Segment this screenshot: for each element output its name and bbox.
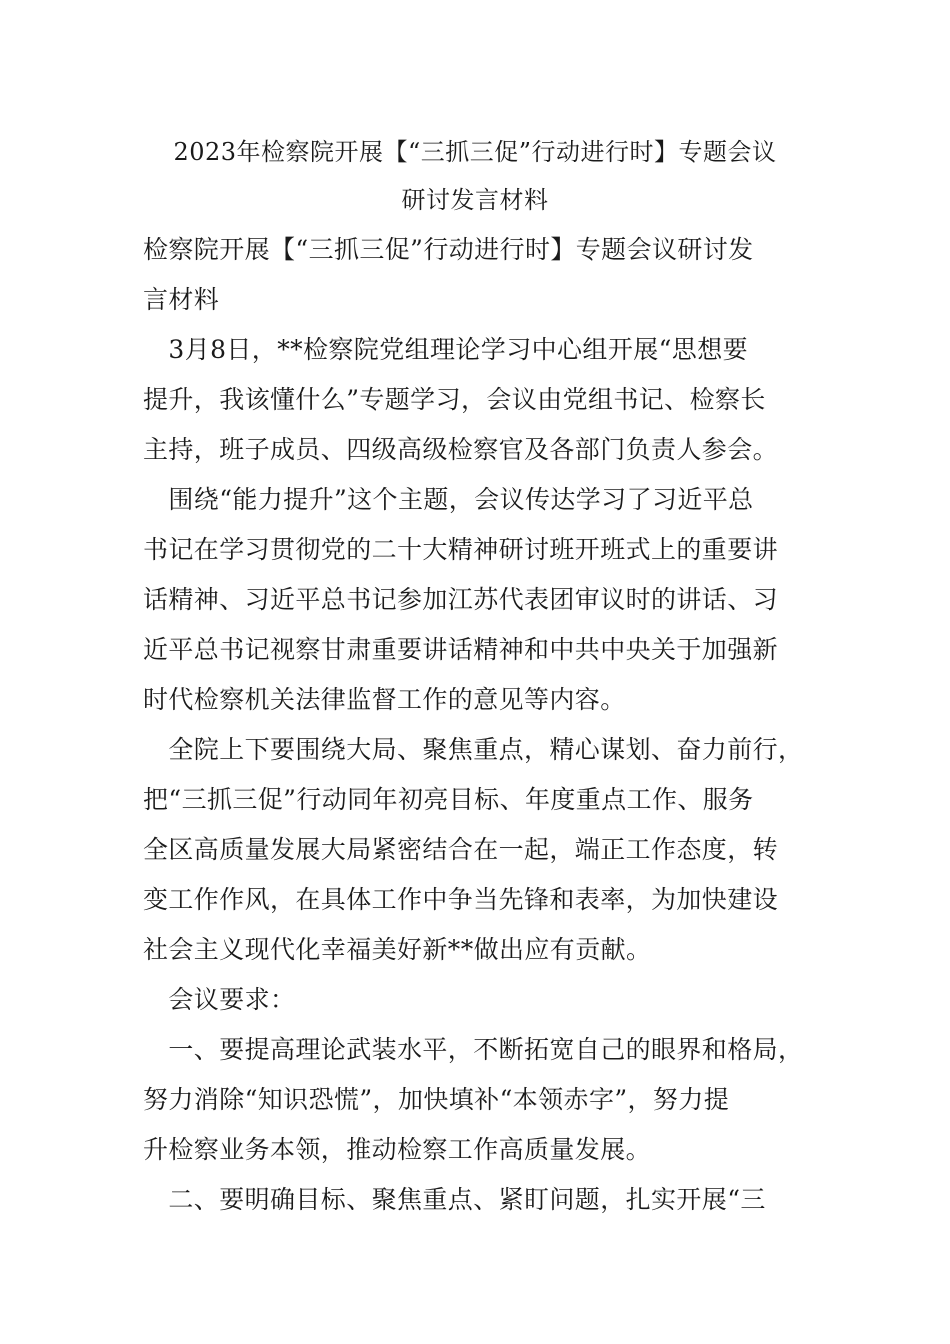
body-line: 二、要明确目标、聚焦重点、紧盯问题，扎实开展“三 (143, 1185, 766, 1214)
document-title-line-2: 研讨发言材料 (401, 186, 549, 214)
body-line: 变工作作风，在具体工作中争当先锋和表率，为加快建设 (143, 885, 779, 914)
body-line: 一、要提高理论武装水平，不断拓宽自己的眼界和格局， (143, 1035, 804, 1064)
body-line: 提升，我该懂什么”专题学习，会议由党组书记、检察长 (143, 385, 766, 414)
body-line: 3月8日，**检察院党组理论学习中心组开展“思想要 (143, 335, 748, 364)
body-line: 升检察业务本领，推动检察工作高质量发展。 (143, 1135, 652, 1164)
body-line: 时代检察机关法律监督工作的意见等内容。 (143, 685, 626, 714)
body-line: 书记在学习贯彻党的二十大精神研讨班开班式上的重要讲 (143, 535, 779, 564)
body-line: 围绕“能力提升”这个主题，会议传达学习了习近平总 (143, 485, 754, 514)
body-line: 近平总书记视察甘肃重要讲话精神和中共中央关于加强新 (143, 635, 779, 664)
body-line: 会议要求： (143, 985, 296, 1014)
body-line: 检察院开展【“三抓三促”行动进行时】专题会议研讨发 (143, 235, 754, 264)
body-line: 社会主义现代化幸福美好新**做出应有贡献。 (143, 935, 652, 964)
body-line: 努力消除“知识恐慌”，加快填补“本领赤字”，努力提 (143, 1085, 730, 1114)
document-title-line-1: 2023年检察院开展【“三抓三促”行动进行时】专题会议 (173, 138, 777, 166)
body-line: 言材料 (143, 285, 220, 314)
body-line: 话精神、习近平总书记参加江苏代表团审议时的讲话、习 (143, 585, 779, 614)
body-line: 全区高质量发展大局紧密结合在一起，端正工作态度，转 (143, 835, 779, 864)
body-line: 主持，班子成员、四级高级检察官及各部门负责人参会。 (143, 435, 779, 464)
body-line: 把“三抓三促”行动同年初亮目标、年度重点工作、服务 (143, 785, 754, 814)
body-line: 全院上下要围绕大局、聚焦重点，精心谋划、奋力前行， (143, 735, 804, 764)
